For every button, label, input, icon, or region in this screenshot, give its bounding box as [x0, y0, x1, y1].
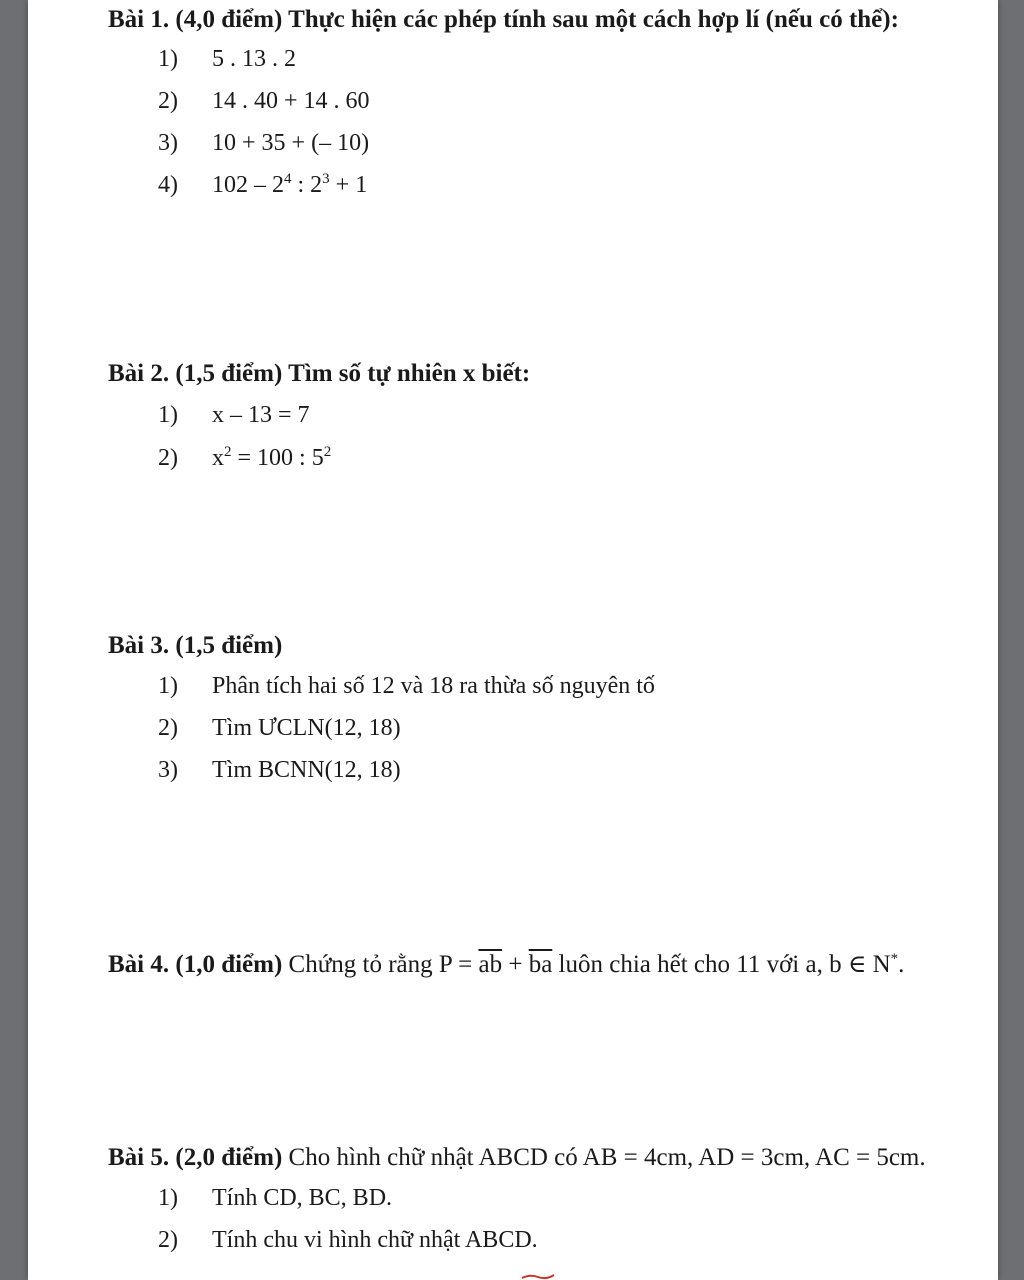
list-item: 2) Tính chu vi hình chữ nhật ABCD.	[158, 1227, 538, 1253]
list-item: 1) 5 . 13 . 2	[158, 46, 296, 72]
exercise-2-title: Bài 2. (1,5 điểm) Tìm số tự nhiên x biết:	[108, 360, 531, 387]
exercise-2	[108, 358, 988, 390]
exercise-5	[108, 1142, 988, 1174]
exercise-4	[108, 949, 988, 981]
list-item: 2) 14 . 40 + 14 . 60	[158, 88, 370, 114]
exercise-3	[108, 630, 988, 662]
list-item: 2) $x^2 = 100$ : $5^2$	[158, 444, 332, 471]
exercise-3-title: Bài 3. (1,5 điểm)	[108, 632, 283, 659]
list-item: 3) 10 + 35 + (– 10)	[158, 130, 370, 156]
exercise-1-title: Bài 1. (4,0 điểm) Thực hiện các phép tính sau một cách hợp lí (nếu có thể):	[108, 6, 899, 33]
list-item: 1) Tính CD, BC, BD.	[158, 1185, 393, 1211]
list-item: 1) x – 13 = 7	[158, 402, 310, 428]
document-page	[28, 0, 998, 1280]
list-item: 2) Tìm ƯCLN(12, 18)	[158, 715, 401, 741]
list-item: 3) Tìm BCNN(12, 18)	[158, 757, 401, 783]
list-item: 1) Phân tích hai số 12 và 18 ra thừa số nguyên tố	[158, 673, 655, 699]
exercise-4-statement: Bài 4. (1,0 điểm) Chứng tỏ rằng $P = \overline{ab} + \overline{ba}$ luôn chia hết cho 11 với a, b ∈ N*.	[108, 951, 905, 978]
exercise-5-statement: Bài 5. (2,0 điểm) Cho hình chữ nhật ABCD có AB = 4cm, AD = 3cm, AC = 5cm.	[108, 1144, 926, 1171]
list-item: 4) $102 - 2^4$ : $2^3 + 1$	[158, 171, 368, 198]
exercise-1	[108, 4, 988, 36]
overline-ab: $\overline{ab}$	[478, 951, 503, 978]
decorative-mark-icon	[518, 1272, 558, 1280]
overline-ba: $\overline{ba}$	[528, 951, 553, 978]
